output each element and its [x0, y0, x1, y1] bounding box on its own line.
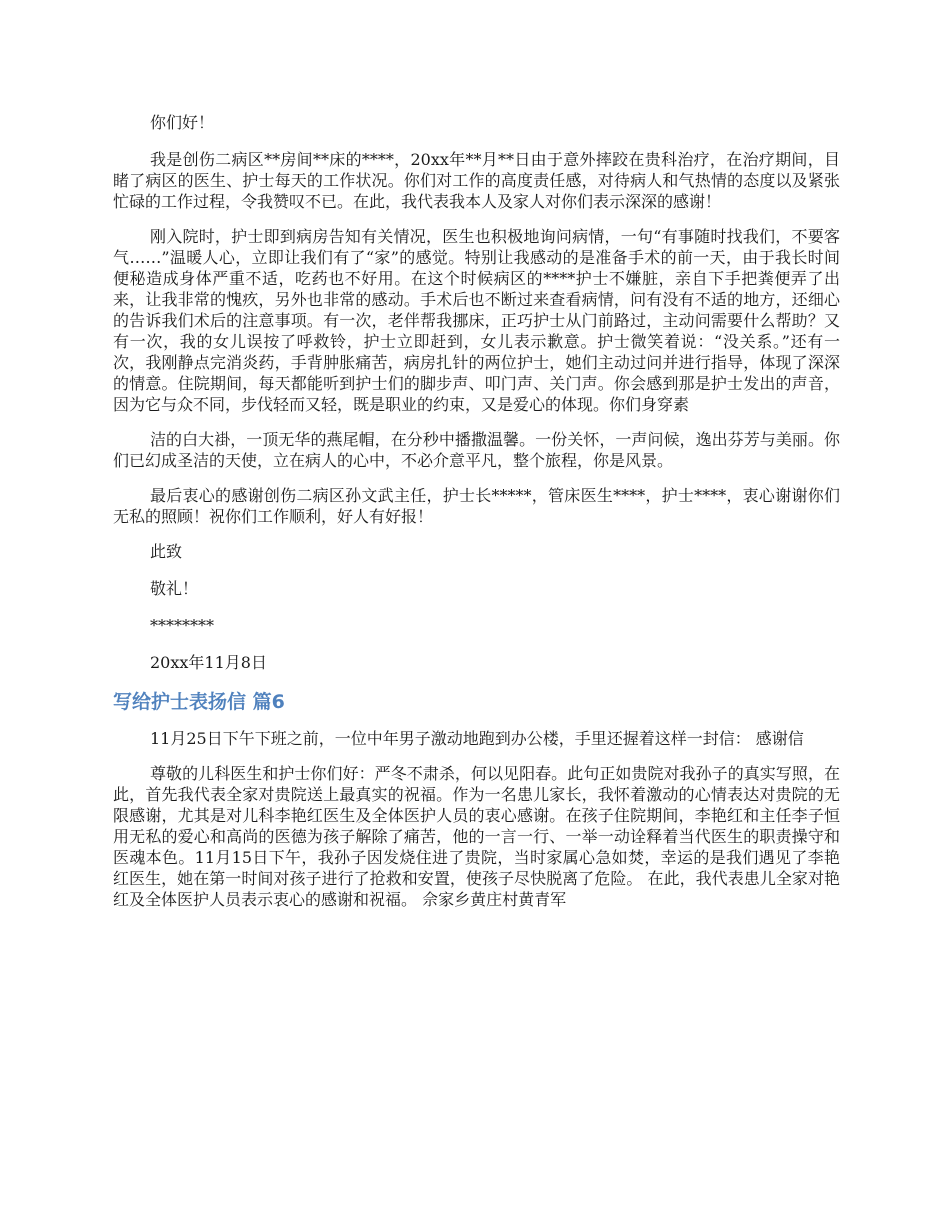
- letter-closing-2: 敬礼！: [150, 579, 199, 598]
- letter-date: 20xx年11月8日: [150, 653, 267, 672]
- section-paragraph-2: 尊敬的儿科医生和护士你们好：严冬不肃杀，何以见阳春。此句正如贵院对我孙子的真实写照，在此，首先我代表全家对贵院送上最真实的祝福。作为一名患儿家长，我怀着激动的心情表达对贵院的无限感谢，尤其是对儿科李艳红医生及全体医护人员的衷心感谢。在孩子住院期间，李艳红和主任李子恒用无私的爱心和高尚的医德为孩子解除了痛苦，他的一言一行、一举一动诠释着当代医生的职责操守和医魂本色。11月15日下午，我孙子因发烧住进了贵院，当时家属心急如焚，幸运的是我们遇见了李艳红医生，她在第一时间对孩子进行了抢救和安置，使孩子尽快脱离了危险。 在此，我代表患儿全家对艳红及全体医护人员表示衷心的感谢和祝福。 佘家乡黄庄村黄青军: [113, 764, 840, 909]
- section-heading: 写给护士表扬信 篇6: [113, 691, 285, 713]
- letter-closing-1: 此致: [150, 542, 183, 561]
- section-paragraph-1: 11月25日下午下班之前，一位中年男子激动地跑到办公楼，手里还握着这样一封信： 感谢信: [150, 729, 804, 748]
- letter-paragraph-3: 洁的白大褂，一顶无华的燕尾帽，在分秒中播撒温馨。一份关怀，一声问候，逸出芬芳与美丽。你们已幻成圣洁的天使，立在病人的心中，不必介意平凡，整个旅程，你是风景。: [113, 430, 840, 470]
- letter-paragraph-1: 我是创伤二病区**房间**床的****，20xx年**月**日由于意外摔跤在贵科治疗，在治疗期间，目睹了病区的医生、护士每天的工作状况。你们对工作的高度责任感，对待病人和气热情的态度以及紧张忙碌的工作过程，令我赞叹不已。在此，我代表我本人及家人对你们表示深深的感谢！: [113, 150, 840, 211]
- letter-greeting: 你们好！: [150, 113, 215, 132]
- letter-signature: ********: [150, 616, 214, 635]
- letter-paragraph-4: 最后衷心的感谢创伤二病区孙文武主任，护士长*****，管床医生****，护士****，衷心谢谢你们无私的照顾！祝你们工作顺利，好人有好报！: [113, 486, 840, 526]
- document-page: [113, 112, 840, 924]
- letter-paragraph-2: 刚入院时，护士即到病房告知有关情况，医生也积极地询问病情，一句“有事随时找我们，不要客气……”温暖人心，立即让我们有了“家”的感觉。特别让我感动的是准备手术的前一天，由于我长时间便秘造成身体严重不适，吃药也不好用。在这个时候病区的****护士不嫌脏，亲自下手把粪便弄了出来，让我非常的愧疚，另外也非常的感动。手术后也不断过来查看病情，问有没有不适的地方，还细心的告诉我们术后的注意事项。有一次，老伴帮我挪床，正巧护士从门前路过，主动问需要什么帮助？又有一次，我的女儿误按了呼救铃，护士立即赶到，女儿表示歉意。护士微笑着说：“没关系。”还有一次，我刚静点完消炎药，手背肿胀痛苦，病房扎针的两位护士，她们主动过问并进行指导，体现了深深的情意。住院期间，每天都能听到护士们的脚步声、叩门声、关门声。你会感到那是护士发出的声音，因为它与众不同，步伐轻而又轻，既是职业的约束，又是爱心的体现。你们身穿素: [113, 227, 840, 414]
